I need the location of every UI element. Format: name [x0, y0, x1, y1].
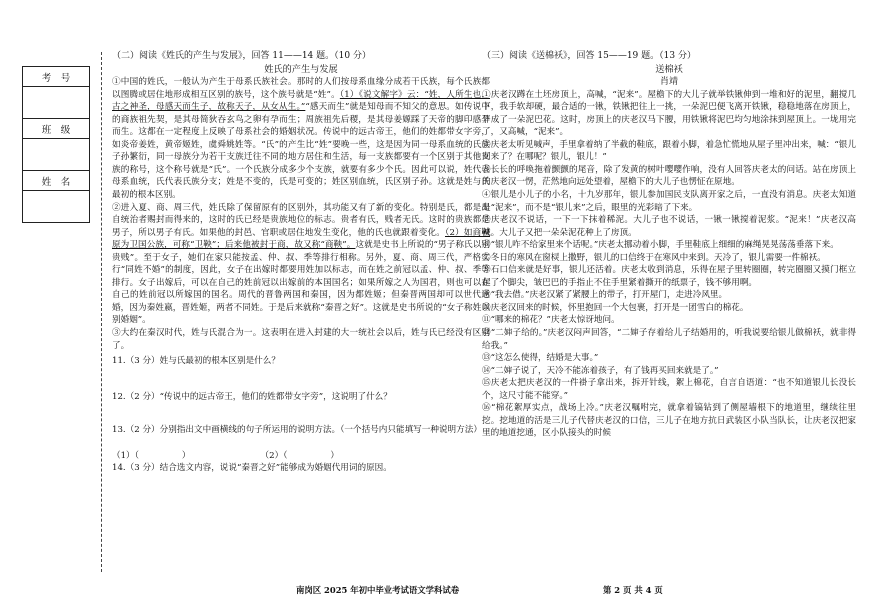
story-paragraph: ④银儿是小儿子的小名，十九岁那年，银儿参加国民支队离开家之后，一直没有消息。庆老太知道是“泥来”，而不是“银儿来”之后，眼里的光彩暗了下来。 — [482, 190, 856, 213]
class-label: 班 级 — [23, 119, 90, 139]
paragraph-3: ③大约在秦汉时代，姓与氏混合为一。这表明在进入封建的大一统社会以后，姓与氏已经没有区别了。 — [112, 328, 490, 351]
story-paragraph: ②庆老太听见喊声，手里拿着纳了半截的鞋底，跟着小脚，着急忙慌地从屋子里冲出来，喊：“银儿回来了？在哪呢？银儿，银儿！” — [482, 139, 856, 163]
question-13-blanks — [112, 450, 490, 463]
story-paragraph: ⑩庆老汉回来的时候，怀里抱回一个大包裹，打开是一团雪白的棉花。 — [482, 302, 749, 313]
blank-1[interactable]: （1）（ ） — [112, 450, 191, 461]
story-paragraph: ⑯“棉花絮厚实点，战场上冷。”庆老汉嘱咐完，就拿着镐钻到了侧屋墙根下的地道里，继续往里挖。挖地道的活是三儿子代替庆老汉的口信，三儿子在地方抗日武装区小队当队长，让庆老汉把家里的地道挖通，区小队接头的时候 — [482, 403, 856, 439]
name-label: 姓 名 — [23, 171, 90, 191]
question-11: 11.（3 分）姓与氏最初的根本区别是什么？ — [112, 356, 280, 367]
exam-number-label: 考 号 — [23, 67, 90, 87]
left-column — [112, 50, 490, 475]
question-14: 14.（3 分）结合选文内容，说说“秦晋之好”能够成为婚姻代用词的原因。 — [112, 463, 392, 474]
story-body — [482, 89, 856, 440]
story-paragraph: ⑦冬日的寒风在窗棂上撒野，银儿的口信终于在寒风中来到。天冷了，银儿需要一件棉袄。 — [482, 252, 826, 263]
story-paragraph: ⑪“哪来的棉花？”庆老太惊讶地问。 — [482, 315, 620, 326]
section-3-heading: （三）阅读《送棉袄》，回答 15——19 题。（13 分） — [482, 51, 696, 61]
story-paragraph: ⑫“二婶子给的。”庆老汉闷声回答，“二婶子存着给儿子结婚用的，听我说要给银儿做棉袄，就非得给我。” — [482, 328, 856, 351]
story-paragraph: ⑨“我去借。”庆老汉紧了紧腰上的带子，打开屋门，走进冷风里。 — [482, 290, 728, 301]
story-paragraph: ⑥“银儿咋不给家里来个话呢。”庆老太挪动着小脚，手里鞋底上细细的麻绳晃晃荡荡垂落下来。 — [482, 240, 839, 251]
exam-number-box[interactable] — [23, 87, 90, 119]
answer-space-12[interactable] — [112, 403, 490, 421]
story-paragraph: ①庆老汉蹲在土坯房顶上，高喊，“泥来”。屋檐下的大儿子就举铁锹伸到一堆和好的泥里，翻搅几下，我手软却硬，最合适的一锹，铁锹把往上一挑，一朵泥巴便飞离开铁锹，稳稳地落在房顶上，开成了一朵泥巴花。这时，房顶上的庆老汉马下腰，用铁锹将泥巴均匀地涂抹到屋顶上。一垅用完了，又高喊，“泥来”。 — [482, 89, 856, 138]
binding-dashed-line — [101, 52, 102, 572]
student-info-table — [22, 66, 90, 223]
section-2-heading: （二）阅读《姓氏的产生与发展》，回答 11——14 题。（10 分） — [112, 51, 371, 61]
article-title: 姓氏的产生与发展 — [264, 63, 338, 75]
story-paragraph: ③长长的呼唤拖着颤颤的尾音，除了发黄的树叶嘤嘤作响，没有人回答庆老太的问话。站在房顶上的庆老汉一愣，茫然地向远处望着，屋檐下的大儿子也愣怔在原地。 — [482, 164, 856, 188]
underlined-sentence-1: （1）《说文解字》云：“姓，人所生也，古之神圣，母感天而生子，故称天子，从女从生。” — [112, 89, 490, 113]
paragraph-2-text-a: ②进入夏、商、周三代，姓氏除了保留原有的区别外，其功能又有了新的变化。特别是氏，都是出自统治者赐封而得来的，这时的氏已经是贵族地位的标志。贵者有氏，贱者无氏。这时的贵族都是男子，所以男子有氏。如果他的封邑、官职或居住地发生变化，他的氏也就跟着变化。 — [112, 202, 490, 238]
story-title: 送棉袄 — [655, 63, 683, 75]
exam-footer: 南岗区 2025 年初中毕业考试语文学科试卷 — [296, 585, 460, 595]
answer-space-11[interactable] — [112, 368, 490, 388]
page-number: 第 2 页 共 4 页 — [603, 585, 663, 595]
story-paragraph: ⑧石口信来就是好事，银儿还活着。庆老太收到消息，乐得在屋子里转圈圈，转完圈圈又摸门框立起了个脚尖，皱巴巴的手指止不住手里紧着撕开的纸票子，钱不够用啊。 — [482, 265, 856, 288]
story-paragraph: ⑬“这怎么使得，结婚是大事。” — [482, 353, 599, 364]
right-column — [482, 50, 856, 440]
paragraph-2 — [112, 202, 490, 327]
paragraph-1 — [112, 76, 490, 201]
name-box[interactable] — [23, 191, 90, 223]
story-author: 肖靖 — [659, 77, 678, 88]
question-13: 13.（2 分）分别指出文中画横线的句子所运用的说明方法。（一个括号内只能填写一种说明方法） — [112, 425, 482, 436]
question-12: 12.（2 分）“传说中的远古帝王，他们的姓都带女字旁”，这说明了什么？ — [112, 391, 392, 402]
class-box[interactable] — [23, 139, 90, 171]
paragraph-2-text-b: 这就是史书上所说的“男子称氏以别贵贱”。至于女子，她们在家只能按孟、仲、叔、季等排行相称。另外，夏、商、周三代，严格实行“同姓不婚”的制度，因此，女子在出嫁时都要用姓加以标志，而在姓之前冠以孟、仲、叔、季等排行。女子出嫁后，可以在自己的姓前冠以出嫁前的本国国名；如果所嫁之人为国君，则也可以在自己的姓前冠以所嫁国的国名。周代的晋鲁两国和秦国，因为都姓姬；但秦晋两国却可以世代通婚，因为秦姓嬴，晋姓姬，两者不同姓。于是后来就称“秦晋之好”。这就是史书所说的“女子称姓以别婚姻”。 — [112, 240, 490, 326]
blank-2[interactable]: （2）（ ） — [260, 450, 340, 461]
story-paragraph: ⑭“二婶子说了，天冷不能冻着孩子，有了钱再买回来就是了。” — [482, 365, 719, 376]
story-paragraph: ⑮庆老太把庆老汉的一件褂子拿出来，拆开针线，絮上棉花，自言自语道：“也不知道银儿长没长个，这尺寸能不能穿。” — [482, 378, 856, 401]
paragraph-1-text-a: ①中国的姓氏，一般认为产生于母系氏族社会。那时的人们按母系血缘分成若干氏族，每个氏族都以图腾或居住地形成相互区别的族号，这个族号就是“姓”。 — [112, 77, 490, 100]
paragraph-1-text-b: “感天而生”就是知母而不知父的意思。如传说中的商族祖先契，是其母简狄吞玄鸟之卵有孕而生；周族祖先后稷，是其母姜嫄踩了天帝的脚印感孕而生。这都在一定程度上反映了母系社会的婚姻状况。传说中的远古帝王，他们的姓都带女字旁，如炎帝姜姓，黄帝姬姓，虞舜姚姓等。“氏”的产生比“姓”要晚一些，这是因为同一母系血统的氏族子孙繁衍，同一母族分为若干支族迁往不同的地方居住和生活，每一支族都要有一个区别于其他支族的称号，这个称号就是“氏”。一个氏族分成多少个支族，就要有多少个氏。因此可以说，姓代表母系血统，氏代表氏族分支；姓是不变的，氏是可变的；姓区别血统，氏区别子孙。这就是姓与氏最初的根本区别。 — [112, 102, 490, 201]
underlined-sentence-2: （2）如商鞅原为卫国公族，可称“卫鞅”；后来他被封于商，故又称“商鞅”。 — [112, 227, 490, 251]
story-paragraph: ⑤庆老汉不说话，一下一下抹着稀泥。大儿子也不说话，一锹一锹搅着泥浆。“泥来！”庆老汉高喊。大儿子又把一朵朵泥花种上了房顶。 — [482, 215, 856, 238]
